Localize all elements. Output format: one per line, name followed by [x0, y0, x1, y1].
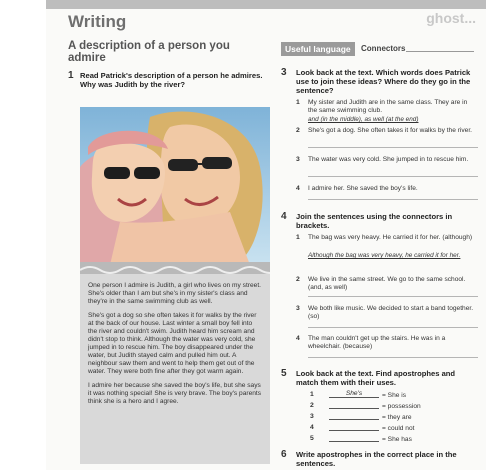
item-number: 1 — [296, 234, 300, 241]
item-text: We both like music. We decided to start a band together. (so) — [308, 305, 474, 320]
item-number: 3 — [296, 156, 300, 163]
item-number: 3 — [296, 305, 300, 312]
story-paragraph: One person I admire is Judith, a girl who lives on my street. She's older than I am but she's in my sister's class and they're in the same swimming club as well. — [88, 282, 261, 305]
page-title: Writing — [68, 12, 127, 31]
apostrophe-use: = possession — [382, 403, 421, 410]
item-number: 1 — [296, 99, 300, 106]
item-number: 1 — [310, 391, 314, 398]
story-text-box — [80, 274, 270, 464]
task-5-instruction: Look back at the text. Find apostrophes and match them with their uses. — [296, 369, 456, 387]
answer-blank[interactable]: She's — [329, 390, 379, 398]
answer-line[interactable] — [308, 147, 478, 148]
textbook-page — [46, 0, 486, 470]
item-text: The bag was very heavy. He carried it for her. (although) — [308, 234, 473, 241]
item-text: My sister and Judith are in the same class. They are in the same swimming club. — [308, 99, 468, 114]
apostrophe-use: = could not — [382, 425, 415, 432]
answer-line[interactable] — [308, 327, 478, 328]
item-text: I admire her. She saved the boy's life. — [308, 185, 418, 192]
item-text: The water was very cold. She jumped in to rescue him. — [308, 156, 469, 163]
answer-blank[interactable] — [329, 412, 379, 420]
item-text: She's got a dog. She often takes it for walks by the river. — [308, 127, 472, 134]
item-number: 3 — [310, 413, 314, 420]
answer-line[interactable] — [308, 296, 478, 297]
answer-blank[interactable] — [329, 434, 379, 442]
story-paragraph: She's got a dog so she often takes it for walks by the river at the back of our house. Last winter a small boy fell into the river and couldn't swim. Judith heard him scream and didn't stop to think. Although the water was very cold, she jumped in to rescue him. The boy disappeared under the water, but Judith stayed calm and pulled him out. A neighbour saw them and went to help them get out of the water. They were both fine after they got warm again. — [88, 312, 257, 375]
answer-line[interactable] — [308, 199, 478, 200]
item-number: 4 — [296, 185, 300, 192]
task-1-number: 1 — [68, 70, 74, 81]
useful-language-label: Useful language — [281, 42, 355, 56]
apostrophe-use: = She has — [382, 436, 412, 443]
item-number: 2 — [310, 402, 314, 409]
answer-line[interactable] — [308, 176, 478, 177]
photo-illustration — [80, 107, 270, 265]
task-4-instruction: Join the sentences using the connectors in brackets. — [296, 212, 453, 230]
task-5-number: 5 — [281, 368, 287, 379]
task-4-number: 4 — [281, 211, 287, 222]
answer-line[interactable] — [308, 357, 478, 358]
example-answer: and (in the middle), as well (at the end) — [308, 116, 419, 123]
apostrophe-use: = She is — [382, 392, 407, 399]
task-1-instruction: Read Patrick's description of a person he admires. Why was Judith by the river? — [80, 71, 263, 89]
item-number: 2 — [296, 127, 300, 134]
useful-language-topic: Connectors — [361, 44, 406, 53]
top-band — [46, 0, 486, 9]
faded-heading: ghost... — [426, 10, 476, 26]
wave-border-decoration — [80, 262, 270, 274]
item-number: 5 — [310, 435, 314, 442]
page-subtitle: A description of a person you admire — [68, 40, 230, 64]
answer-blank[interactable] — [329, 423, 379, 431]
item-number: 4 — [310, 424, 314, 431]
item-text: The man couldn't get up the stairs. He was in a wheelchair. (because) — [308, 335, 446, 350]
photo-two-girls — [80, 107, 270, 265]
task-3-number: 3 — [281, 67, 287, 78]
apostrophe-use: = they are — [382, 414, 412, 421]
task-6-instruction: Write apostrophes in the correct place in the sentences. — [296, 450, 457, 468]
story-paragraph: I admire her because she saved the boy's life, but she says it was nothing special! She is very brave. The boy's parents think she is a hero and I agree. — [88, 382, 262, 405]
divider — [406, 51, 474, 52]
example-answer: Although the bag was very heavy, he carried it for her. — [308, 252, 461, 259]
answer-blank[interactable] — [329, 401, 379, 409]
item-number: 2 — [296, 276, 300, 283]
item-text: We live in the same street. We go to the same school. (and, as well) — [308, 276, 466, 291]
task-6-number: 6 — [281, 449, 287, 460]
task-3-instruction: Look back at the text. Which words does Patrick use to join these ideas? Where do they go in the sentence? — [296, 68, 471, 95]
item-number: 4 — [296, 335, 300, 342]
